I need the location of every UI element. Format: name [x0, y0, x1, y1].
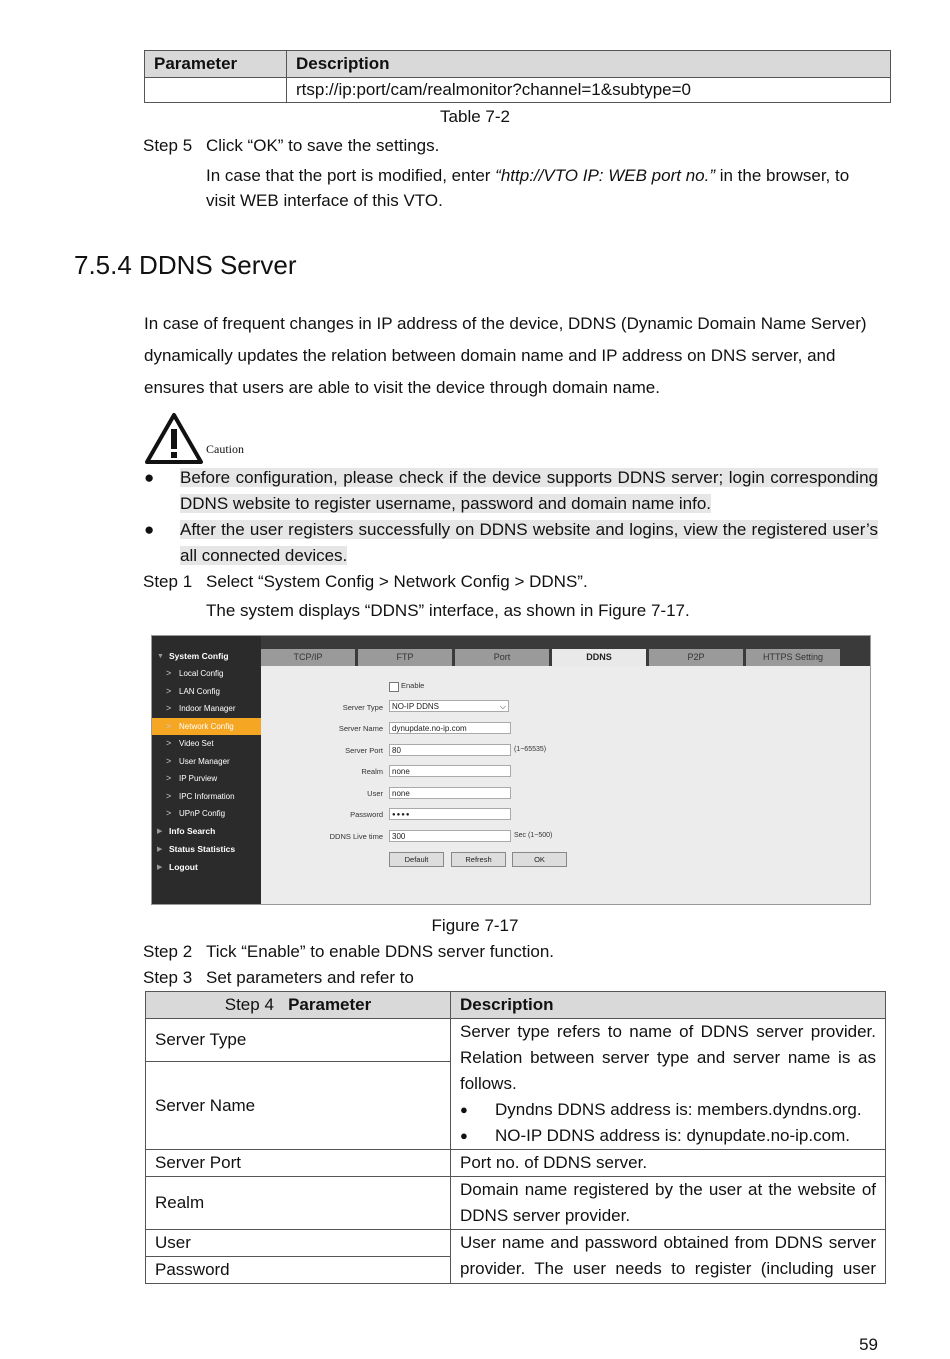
sidebar-item-lan-config[interactable]: > LAN Config [166, 686, 220, 696]
step5-label: Step 5 [143, 136, 193, 155]
table-cell-password: Password [146, 1257, 451, 1284]
table-header-desc: Description [287, 51, 891, 78]
tab-https-setting[interactable]: HTTPS Setting [746, 649, 840, 666]
step5-note-cont: visit WEB interface of this VTO. [206, 191, 443, 210]
step1-sub: The system displays “DDNS” interface, as shown in Figure 7-17. [206, 601, 690, 620]
step2-text: Tick “Enable” to enable DDNS server function. [206, 942, 555, 961]
tab-p2p[interactable]: P2P [649, 649, 743, 666]
sidebar-item-ipc-information[interactable]: > IPC Information [166, 791, 235, 801]
table-cell-user: User [146, 1230, 451, 1257]
chevron-down-icon: ⌵ [499, 702, 506, 711]
sidebar-item-info-search[interactable]: ▶ Info Search [157, 826, 216, 836]
table-header-param: Step 4 Parameter [146, 992, 451, 1019]
tab-port[interactable]: Port [455, 649, 549, 666]
table-header-param: Parameter [145, 51, 287, 78]
enable-checkbox[interactable] [389, 682, 399, 692]
sidebar-item-logout[interactable]: ▶ Logout [157, 862, 198, 872]
realm-label: Realm [361, 767, 383, 776]
live-time-label: DDNS Live time [329, 832, 383, 841]
ddns-form [261, 666, 870, 904]
table-cell-param [145, 78, 287, 103]
figure-caption: Figure 7-17 [431, 916, 519, 935]
table-caption: Table 7-2 [440, 107, 510, 126]
caution-bullet: ● After the user registers successfully on DDNS website and logins, view the registered user’s all connected devices. [144, 520, 878, 565]
table-cell-port-desc: Port no. of DDNS server. [451, 1150, 886, 1177]
server-port-input[interactable]: 80 [389, 744, 511, 756]
intro-paragraph: In case of frequent changes in IP address of the device, DDNS (Dynamic Domain Name Server) dynamically updates the relation between domain name and IP address on DNS server, and ensures that users are able to visit the device through domain name. [144, 314, 867, 397]
step1-text: Select “System Config > Network Config > DDNS”. [206, 572, 588, 591]
step3-label: Step 3 [143, 968, 193, 987]
table-cell-server-desc: Server type refers to name of DDNS server provider. Relation between server type and server name is as follows. ● Dyndns DDNS address is: members.dyndns.org. ● NO-IP DDNS address is: dynupdate.no-ip.com. [451, 1019, 886, 1150]
page-number: 59 [859, 1335, 878, 1354]
table-cell-user-desc: User name and password obtained from DDNS server provider. The user needs to register (including user [451, 1230, 886, 1284]
section-title: 7.5.4 DDNS Server [74, 250, 297, 280]
server-name-input[interactable]: dynupdate.no-ip.com [389, 722, 511, 734]
caution-bullet: ● Before configuration, please check if the device supports DDNS server; login corresponding DDNS website to register username, password and domain name info. [144, 468, 878, 513]
ddns-screenshot [151, 635, 871, 905]
server-port-label: Server Port [345, 746, 383, 755]
step5-text: Click “OK” to save the settings. [206, 136, 440, 155]
step5-note: In case that the port is modified, enter “http://VTO IP: WEB port no.” in the browser, to [206, 166, 850, 185]
user-input[interactable]: none [389, 787, 511, 799]
step2-label: Step 2 [143, 942, 193, 961]
server-name-label: Server Name [338, 724, 383, 733]
server-port-hint: (1~65535) [514, 746, 547, 753]
sidebar-item-video-set[interactable]: > Video Set [166, 738, 214, 748]
default-button[interactable]: Default [389, 852, 444, 867]
sidebar-item-network-config[interactable]: > Network Config [152, 718, 261, 735]
server-type-select[interactable]: NO-IP DDNS ⌵ [389, 700, 509, 712]
table-header-desc: Description [451, 992, 886, 1019]
table-cell-server-type: Server Type [146, 1019, 451, 1062]
sidebar-item-ip-purview[interactable]: > IP Purview [166, 773, 218, 783]
sidebar-item-indoor-manager[interactable]: > Indoor Manager [166, 703, 236, 713]
ddns-param-table [145, 991, 886, 1284]
tab-ddns[interactable]: DDNS [552, 649, 646, 666]
password-input[interactable]: ●●●● [389, 808, 511, 820]
password-label: Password [350, 810, 383, 819]
table-cell-desc: rtsp://ip:port/cam/realmonitor?channel=1&subtype=0 [287, 78, 891, 103]
caution-label: Caution [206, 442, 244, 456]
sidebar-item-upnp-config[interactable]: > UPnP Config [166, 808, 226, 818]
sidebar [152, 636, 261, 904]
enable-label: Enable [401, 681, 425, 690]
sidebar-item-local-config[interactable]: > Local Config [166, 668, 224, 678]
table-cell-server-name: Server Name [146, 1062, 451, 1150]
refresh-button[interactable]: Refresh [451, 852, 506, 867]
ok-button[interactable]: OK [512, 852, 567, 867]
param-table-top [144, 50, 891, 103]
caution-icon [144, 412, 206, 464]
table-cell-server-port: Server Port [146, 1150, 451, 1177]
live-time-input[interactable]: 300 [389, 830, 511, 842]
tab-bar [261, 636, 870, 666]
user-label: User [367, 789, 383, 798]
step1-label: Step 1 [143, 572, 193, 591]
tab-tcpip[interactable]: TCP/IP [261, 649, 355, 666]
table-cell-realm: Realm [146, 1177, 451, 1230]
live-time-hint: Sec (1~500) [514, 832, 553, 839]
table-cell-realm-desc: Domain name registered by the user at the website of DDNS server provider. [451, 1177, 886, 1230]
step3-text: Set parameters and refer to [206, 968, 414, 987]
sidebar-item-status-statistics[interactable]: ▶ Status Statistics [157, 844, 236, 854]
realm-input[interactable]: none [389, 765, 511, 777]
tab-ftp[interactable]: FTP [358, 649, 452, 666]
sidebar-item-system-config[interactable]: ▼ System Config [157, 651, 229, 661]
sidebar-item-user-manager[interactable]: > User Manager [166, 756, 230, 766]
server-type-label: Server Type [342, 703, 383, 712]
